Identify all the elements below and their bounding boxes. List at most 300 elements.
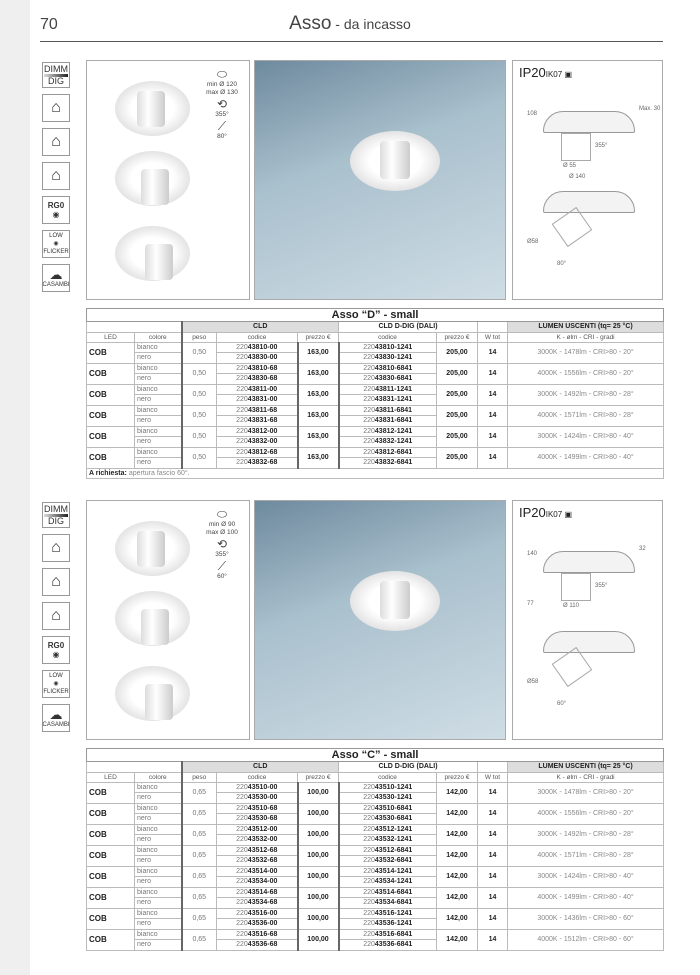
cld-price: 163,00 (298, 342, 339, 363)
tilt-angle: 60° (217, 573, 227, 580)
lamp-body (137, 91, 165, 127)
dali-code (339, 342, 437, 353)
watt: 14 (478, 845, 508, 866)
column-header: prezzo € (437, 772, 478, 782)
code-main: 43811-68 (247, 406, 278, 414)
code-main: 43514-6841 (374, 888, 413, 896)
dali-price: 142,00 (437, 866, 478, 887)
code-prefix: 220 (363, 878, 375, 886)
color: nero (135, 437, 182, 448)
dig-label: DIG (47, 515, 64, 526)
code-prefix: 220 (363, 825, 375, 833)
dim-h2: 77 (527, 601, 534, 607)
cld-code (217, 363, 298, 374)
lumen-spec: 4000K - 1499lm - CRI>80 - 40° (508, 887, 664, 908)
code-main: 43512-1241 (374, 825, 413, 833)
color: bianco (135, 405, 182, 416)
cld-code (217, 782, 298, 793)
lumen-spec: 3000K - 1436lm - CRI>80 - 60° (508, 908, 664, 929)
rg0-label: RG0 (47, 201, 65, 210)
code-main: 43516-1241 (374, 909, 413, 917)
table-row (87, 887, 664, 898)
dali-code (339, 814, 437, 825)
dimm-dig-icon (42, 62, 70, 88)
code-prefix: 220 (363, 396, 375, 404)
code-prefix: 220 (363, 846, 375, 854)
table-title-row (87, 749, 664, 762)
technical-drawing (512, 60, 663, 300)
code-main: 43832-1241 (374, 438, 413, 446)
led-type: COB (87, 426, 135, 447)
blank (87, 762, 182, 773)
code-main: 43534-6841 (374, 899, 413, 907)
dim-d2: Ø 140 (569, 174, 586, 180)
product-table-section2 (86, 748, 664, 951)
lumen-spec: 3000K - 1424lm - CRI>80 - 40° (508, 426, 664, 447)
class-icon: ▣ (562, 70, 572, 79)
cld-code (217, 866, 298, 877)
code-prefix: 220 (363, 406, 376, 414)
lamp-photo (115, 81, 190, 136)
dali-code (339, 353, 437, 364)
dali-code (339, 437, 437, 448)
cld-code (217, 824, 298, 835)
low-label: LOW (49, 672, 63, 679)
watt: 14 (478, 342, 508, 363)
table-row (87, 384, 664, 395)
cld-code (217, 416, 298, 427)
column-header: colore (135, 332, 182, 342)
code-prefix: 220 (363, 438, 375, 446)
cld-code (217, 919, 298, 930)
led-type: COB (87, 908, 135, 929)
lamp-photo (115, 666, 190, 721)
group-dali: CLD D-DIG (DALI) (339, 762, 478, 773)
code-main: 43536-1241 (374, 920, 413, 928)
code-prefix: 220 (236, 417, 248, 425)
ip-rating (519, 65, 572, 80)
tilt-icon: ⟋ (217, 119, 227, 133)
column-header: codice (339, 772, 437, 782)
recessed-lamp (350, 571, 440, 631)
dali-code (339, 835, 437, 846)
dali-code (339, 877, 437, 888)
color: bianco (135, 342, 182, 353)
code-main: 43831-00 (247, 396, 278, 404)
column-header: LED (87, 772, 135, 782)
code-prefix: 220 (236, 427, 248, 435)
dim-tilt: 60° (557, 701, 567, 707)
group-lumen: LUMEN USCENTI (tq= 25 °C) (508, 762, 664, 773)
dali-code (339, 866, 437, 877)
mounting-notes (197, 507, 247, 581)
color: nero (135, 814, 182, 825)
dali-code (339, 940, 437, 951)
code-main: 43512-00 (247, 825, 278, 833)
cld-code (217, 384, 298, 395)
cld-price: 100,00 (298, 803, 339, 824)
code-main: 43512-68 (247, 846, 278, 854)
dig-label: DIG (47, 75, 64, 86)
ip-value: IP20 (519, 65, 546, 80)
table-row (87, 866, 664, 877)
cld-code (217, 426, 298, 437)
weight: 0,65 (182, 803, 217, 824)
dali-price: 142,00 (437, 782, 478, 803)
cld-code (217, 353, 298, 364)
code-prefix: 220 (363, 899, 375, 907)
color: bianco (135, 803, 182, 814)
code-main: 43534-1241 (374, 878, 413, 886)
dali-price: 205,00 (437, 342, 478, 363)
cld-code (217, 877, 298, 888)
watt: 14 (478, 426, 508, 447)
code-prefix: 220 (236, 804, 248, 812)
ip-rating (519, 505, 572, 520)
weight: 0,50 (182, 384, 217, 405)
dali-price: 205,00 (437, 363, 478, 384)
code-prefix: 220 (363, 867, 375, 875)
weight: 0,65 (182, 845, 217, 866)
dali-price: 205,00 (437, 405, 478, 426)
dim-rot: 355° (595, 143, 608, 149)
table-row (87, 342, 664, 353)
cld-code (217, 835, 298, 846)
table-row (87, 929, 664, 940)
dali-code (339, 363, 437, 374)
weight: 0,50 (182, 405, 217, 426)
product-photos (86, 60, 250, 300)
max-cutout: max Ø 100 (206, 529, 238, 536)
table-title-row (87, 309, 664, 322)
code-main: 43532-00 (247, 836, 278, 844)
dali-price: 205,00 (437, 426, 478, 447)
code-main: 43830-6841 (374, 375, 413, 383)
cloud-icon: ☁ (49, 267, 63, 282)
column-header: LED (87, 332, 135, 342)
group-header-row (87, 762, 664, 773)
dim-max: Max. 30 (639, 106, 661, 112)
lamp-head (380, 141, 410, 179)
led-type: COB (87, 384, 135, 405)
color: bianco (135, 908, 182, 919)
dali-code (339, 908, 437, 919)
color: bianco (135, 782, 182, 793)
cld-price: 163,00 (298, 384, 339, 405)
weight: 0,50 (182, 363, 217, 384)
dali-code (339, 782, 437, 793)
mounting-notes (197, 67, 247, 141)
code-main: 43536-00 (247, 920, 278, 928)
rotation-angle: 355° (215, 111, 229, 118)
watt: 14 (478, 782, 508, 803)
cld-price: 100,00 (298, 782, 339, 803)
code-main: 43532-1241 (374, 836, 413, 844)
table-row (87, 426, 664, 437)
code-main: 43810-1241 (374, 343, 413, 351)
code-prefix: 220 (236, 794, 248, 802)
code-main: 43811-1241 (375, 385, 413, 393)
dim-max: 32 (639, 546, 646, 552)
code-main: 43510-00 (247, 783, 278, 791)
code-main: 43534-00 (247, 878, 278, 886)
color: bianco (135, 384, 182, 395)
color: bianco (135, 887, 182, 898)
code-prefix: 220 (236, 888, 248, 896)
cld-price: 163,00 (298, 405, 339, 426)
code-main: 43516-00 (247, 909, 278, 917)
weight: 0,65 (182, 908, 217, 929)
casambi-icon (42, 264, 70, 292)
dim-d3: Ø58 (527, 679, 539, 685)
lamp-body (141, 609, 169, 645)
watt: 14 (478, 866, 508, 887)
feature-icons (42, 62, 72, 298)
group-cld: CLD (182, 322, 339, 333)
led-type: COB (87, 405, 135, 426)
code-prefix: 220 (363, 794, 375, 802)
dim-d1: Ø 110 (563, 603, 579, 609)
group-header-row (87, 322, 664, 333)
code-main: 43532-68 (247, 857, 278, 865)
cld-code (217, 908, 298, 919)
lumen-spec: 3000K - 1424lm - CRI>80 - 40° (508, 866, 664, 887)
lumen-spec: 4000K - 1556lm - CRI>80 - 20° (508, 803, 664, 824)
class-icon: ▣ (562, 510, 572, 519)
weight: 0,50 (182, 447, 217, 468)
lumen-spec: 3000K - 1478lm - CRI>80 - 20° (508, 342, 664, 363)
color: nero (135, 856, 182, 867)
cld-code (217, 395, 298, 406)
cld-price: 100,00 (298, 929, 339, 950)
dim-tilt: 80° (557, 261, 567, 267)
code-prefix: 220 (363, 783, 375, 791)
weight: 0,65 (182, 782, 217, 803)
led-type: COB (87, 342, 135, 363)
code-main: 43811-6841 (375, 406, 413, 414)
cld-code (217, 342, 298, 353)
column-header: peso (182, 332, 217, 342)
low-label: LOW (49, 232, 63, 239)
color: nero (135, 835, 182, 846)
code-main: 43530-1241 (374, 794, 413, 802)
ip-value: IP20 (519, 505, 546, 520)
weight: 0,50 (182, 426, 217, 447)
code-main: 43530-68 (247, 815, 278, 823)
cld-code (217, 793, 298, 804)
code-main: 43831-6841 (374, 417, 413, 425)
code-prefix: 220 (363, 427, 375, 435)
code-prefix: 220 (363, 459, 375, 467)
dali-price: 205,00 (437, 384, 478, 405)
installation-photo (254, 60, 506, 300)
code-main: 43830-68 (247, 375, 278, 383)
dali-price: 142,00 (437, 845, 478, 866)
footnote-row (87, 468, 664, 479)
recessed-lamp (350, 131, 440, 191)
weight: 0,65 (182, 824, 217, 845)
table-title: Asso “D” - small (87, 309, 664, 322)
code-main: 43830-1241 (374, 354, 413, 362)
code-main: 43812-1241 (374, 427, 413, 435)
code-main: 43812-68 (247, 448, 278, 456)
cld-code (217, 458, 298, 469)
technical-drawing (512, 500, 663, 740)
code-prefix: 220 (236, 396, 248, 404)
led-type: COB (87, 782, 135, 803)
min-cutout: min Ø 120 (207, 81, 237, 88)
cld-price: 100,00 (298, 866, 339, 887)
cld-price: 100,00 (298, 887, 339, 908)
dimm-label: DIMM (44, 63, 68, 74)
low-flicker-icon (42, 670, 70, 698)
color: nero (135, 793, 182, 804)
dimm-label: DIMM (44, 503, 68, 514)
code-main: 43832-68 (247, 459, 278, 467)
dali-code (339, 395, 437, 406)
footnote (87, 468, 664, 479)
product-photos (86, 500, 250, 740)
fixture-outline (543, 551, 635, 573)
code-prefix: 220 (363, 448, 375, 456)
weight: 0,65 (182, 929, 217, 950)
cutout-icon: ⬭ (216, 507, 228, 521)
color: nero (135, 898, 182, 909)
color: nero (135, 374, 182, 385)
table-row (87, 447, 664, 458)
cld-price: 100,00 (298, 824, 339, 845)
code-main: 43512-6841 (374, 846, 413, 854)
table-row (87, 782, 664, 793)
table-row (87, 363, 664, 374)
blank (87, 322, 182, 333)
code-main: 43510-68 (247, 804, 278, 812)
code-main: 43831-68 (247, 417, 278, 425)
led-type: COB (87, 866, 135, 887)
column-header: prezzo € (298, 772, 339, 782)
footnote-label: A richiesta: (89, 469, 127, 477)
cld-code (217, 898, 298, 909)
watt: 14 (478, 363, 508, 384)
installation-photo (254, 500, 506, 740)
code-prefix: 220 (236, 920, 248, 928)
lamp-photo (115, 226, 190, 281)
code-prefix: 220 (236, 909, 248, 917)
code-prefix: 220 (236, 438, 248, 446)
dimm-dig-icon (42, 502, 70, 528)
code-main: 43532-6841 (374, 857, 413, 865)
column-header: W tot (478, 772, 508, 782)
code-prefix: 220 (236, 364, 248, 372)
code-prefix: 220 (363, 815, 375, 823)
color: bianco (135, 845, 182, 856)
color: nero (135, 877, 182, 888)
office-icon: ⌂ (42, 602, 70, 630)
table-row (87, 845, 664, 856)
dali-code (339, 887, 437, 898)
code-main: 43514-00 (247, 867, 278, 875)
code-prefix: 220 (236, 815, 248, 823)
dim-h: 108 (527, 111, 538, 117)
column-header: K - ølm - CRI - gradi (508, 332, 664, 342)
rotation-icon: ⟲ (216, 97, 228, 111)
code-prefix: 220 (236, 354, 248, 362)
column-header-row (87, 772, 664, 782)
lamp-photo (115, 521, 190, 576)
code-main: 43810-00 (247, 343, 278, 351)
cld-price: 163,00 (298, 363, 339, 384)
eye-icon: ◉ (53, 680, 59, 687)
dim-d3: Ø58 (527, 239, 539, 245)
casambi-label: CASAMBI (42, 282, 70, 288)
code-main: 43811-00 (247, 385, 278, 393)
weight: 0,65 (182, 887, 217, 908)
watt: 14 (478, 908, 508, 929)
dali-code (339, 458, 437, 469)
title-main: Asso (289, 13, 332, 34)
cutout-icon: ⬭ (216, 67, 228, 81)
column-header: prezzo € (298, 332, 339, 342)
product-table-section1 (86, 308, 664, 479)
ik-value: IK07 (545, 510, 563, 519)
title-sep: - (331, 16, 344, 32)
code-prefix: 220 (236, 406, 248, 414)
rg0-label: RG0 (47, 641, 65, 650)
cld-price: 100,00 (298, 845, 339, 866)
code-main: 43830-00 (247, 354, 278, 362)
code-prefix: 220 (363, 354, 375, 362)
lumen-spec: 3000K - 1492lm - CRI>80 - 28° (508, 824, 664, 845)
column-header: K - ølm - CRI - gradi (508, 772, 664, 782)
eye-icon: ◉ (52, 650, 60, 659)
cld-code (217, 374, 298, 385)
led-type: COB (87, 887, 135, 908)
lamp-photo (115, 151, 190, 206)
rotation-icon: ⟲ (216, 537, 228, 551)
color: nero (135, 458, 182, 469)
rotation-angle: 355° (215, 551, 229, 558)
code-prefix: 220 (236, 846, 248, 854)
column-header: colore (135, 772, 182, 782)
column-header: codice (217, 772, 298, 782)
cld-price: 100,00 (298, 908, 339, 929)
cld-code (217, 887, 298, 898)
cld-code (217, 929, 298, 940)
column-header: codice (339, 332, 437, 342)
table-row (87, 824, 664, 835)
code-main: 43536-6841 (374, 941, 413, 949)
dali-code (339, 803, 437, 814)
code-prefix: 220 (363, 375, 375, 383)
eye-icon: ◉ (53, 240, 59, 247)
group-lumen: LUMEN USCENTI (tq= 25 °C) (508, 322, 664, 333)
code-main: 43536-68 (247, 941, 278, 949)
code-prefix: 220 (363, 417, 375, 425)
dim-d1: Ø 55 (563, 163, 577, 169)
code-prefix: 220 (363, 857, 375, 865)
group-dali: CLD D-DIG (DALI) (339, 322, 478, 333)
fixture-outline (543, 191, 635, 213)
cld-code (217, 803, 298, 814)
table-row (87, 908, 664, 919)
code-prefix: 220 (236, 459, 248, 467)
blank (478, 322, 508, 333)
dali-code (339, 856, 437, 867)
color: bianco (135, 929, 182, 940)
cld-code (217, 437, 298, 448)
code-prefix: 220 (236, 878, 248, 886)
low-flicker-icon (42, 230, 70, 258)
